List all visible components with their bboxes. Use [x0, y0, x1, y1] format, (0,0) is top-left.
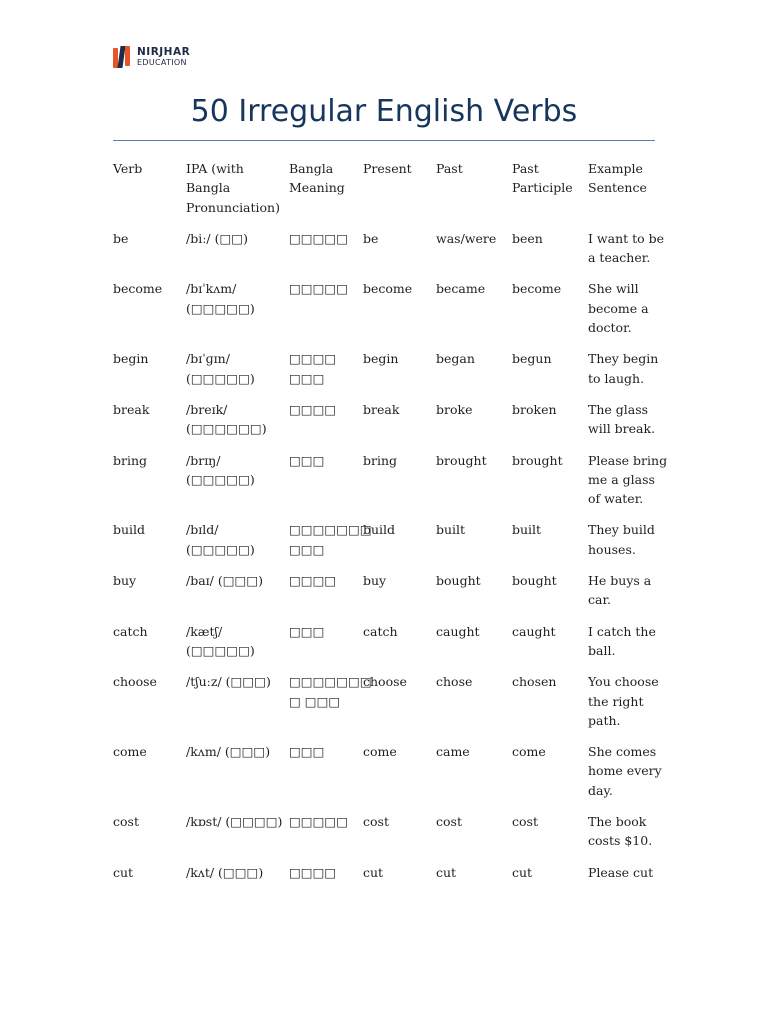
cell-past-participle: bought [512, 573, 557, 589]
cell-bangla-meaning: □□□□□ [289, 814, 349, 830]
cell-present: cost [363, 814, 389, 830]
header-verb: Verb [113, 161, 143, 176]
table-row [113, 812, 668, 863]
cell-past-participle: broken [512, 401, 557, 417]
logo-subtitle: EDUCATION [137, 57, 187, 67]
cell-bangla-meaning: □□□ [289, 623, 325, 639]
cell-verb: bring [113, 452, 148, 468]
cell-bangla-meaning: □□□ [289, 744, 325, 760]
cell-ipa: /kʌt/ (□□□) [186, 864, 264, 880]
cell-ipa: /kʌm/ (□□□) [186, 744, 271, 760]
title-divider [113, 140, 655, 141]
table-row [113, 279, 668, 349]
cell-ipa: /bɪld/ (□□□□□) [186, 522, 255, 557]
cell-present: buy [363, 573, 387, 589]
cell-example-sentence: They build houses. [588, 522, 655, 557]
cell-ipa: /tʃuːz/ (□□□) [186, 674, 271, 690]
cell-past: cost [436, 814, 462, 830]
cell-past: caught [436, 623, 480, 639]
cell-example-sentence: The glass will break. [588, 401, 656, 437]
cell-ipa: /kɒst/ (□□□□) [186, 814, 283, 830]
cell-present: begin [363, 351, 399, 367]
header-ipa: IPA (with Bangla Pronunciation) [186, 161, 280, 215]
table-row [113, 400, 668, 451]
cell-past-participle: cost [512, 814, 538, 830]
cell-past: bought [436, 573, 481, 589]
header-bangla-meaning: Bangla Meaning [289, 161, 345, 196]
cell-verb: come [113, 744, 147, 760]
cell-present: catch [363, 623, 398, 639]
logo-mark-icon [113, 46, 133, 68]
table-row [113, 863, 668, 894]
cell-example-sentence: He buys a car. [588, 573, 652, 608]
cell-verb: cost [113, 814, 139, 830]
header-example-sentence: Example Sentence [588, 161, 647, 196]
cell-ipa: /bɪˈkʌm/ (□□□□□) [186, 281, 255, 316]
cell-present: break [363, 401, 400, 417]
cell-past: chose [436, 674, 473, 690]
cell-verb: choose [113, 674, 157, 690]
cell-ipa: /breɪk/ (□□□□□□) [186, 401, 267, 437]
cell-bangla-meaning: □□□□□ [289, 230, 349, 246]
cell-past: cut [436, 864, 457, 880]
cell-example-sentence: She will become a doctor. [588, 281, 649, 336]
cell-bangla-meaning: □□□□□□□ □ □□□ [289, 674, 372, 709]
cell-present: become [363, 281, 413, 297]
cell-example-sentence: Please bring me a glass of water. [588, 452, 668, 507]
cell-past: began [436, 351, 475, 367]
table-row [113, 349, 668, 400]
cell-bangla-meaning: □□□□□ [289, 281, 349, 297]
cell-bangla-meaning: □□□□ □□□ [289, 351, 337, 386]
logo-name: NIRJHAR [137, 46, 191, 59]
cell-verb: be [113, 230, 129, 246]
cell-past-participle: built [512, 522, 542, 538]
cell-verb: catch [113, 623, 148, 639]
cell-present: choose [363, 674, 407, 690]
header-past: Past [436, 161, 463, 176]
cell-present: come [363, 744, 397, 760]
table-row [113, 672, 668, 742]
brand-logo [113, 45, 190, 69]
cell-past-participle: come [512, 744, 546, 760]
cell-past: came [436, 744, 470, 760]
page-title: 50 Irregular English Verbs [190, 94, 578, 129]
cell-past: broke [436, 401, 473, 417]
cell-past-participle: cut [512, 864, 533, 880]
cell-past-participle: been [512, 230, 543, 246]
cell-past-participle: begun [512, 351, 552, 367]
cell-verb: break [113, 401, 150, 417]
cell-example-sentence: They begin to laugh. [588, 351, 659, 386]
cell-bangla-meaning: □□□□□□□ □□□ [289, 522, 372, 557]
cell-example-sentence: Please cut [588, 864, 654, 880]
table-row [113, 520, 668, 571]
cell-example-sentence: I want to be a teacher. [588, 230, 665, 266]
table-header-row [113, 159, 668, 229]
cell-present: cut [363, 864, 384, 880]
cell-example-sentence: You choose the right path. [588, 674, 659, 728]
cell-present: bring [363, 452, 398, 468]
header-present: Present [363, 161, 412, 176]
header-past-participle: Past Participle [512, 161, 573, 196]
cell-bangla-meaning: □□□□ [289, 573, 337, 589]
table-row [113, 451, 668, 521]
cell-bangla-meaning: □□□□ [289, 401, 337, 417]
cell-present: be [363, 230, 379, 246]
table-row [113, 571, 668, 622]
cell-ipa: /bɪˈɡɪn/ (□□□□□) [186, 351, 255, 386]
cell-verb: become [113, 281, 163, 297]
cell-ipa: /brɪŋ/ (□□□□□) [186, 452, 255, 487]
verbs-table [113, 159, 668, 894]
cell-verb: build [113, 522, 146, 538]
cell-bangla-meaning: □□□□ [289, 864, 337, 880]
cell-example-sentence: I catch the ball. [588, 623, 656, 658]
cell-past-participle: become [512, 281, 562, 297]
cell-past: became [436, 281, 486, 297]
table-row [113, 229, 668, 280]
cell-example-sentence: The book costs $10. [588, 814, 653, 849]
cell-past-participle: chosen [512, 674, 557, 690]
cell-past-participle: caught [512, 623, 556, 639]
table-row [113, 742, 668, 812]
table-row [113, 622, 668, 673]
cell-verb: cut [113, 864, 134, 880]
cell-bangla-meaning: □□□ [289, 452, 325, 468]
cell-past: built [436, 522, 466, 538]
cell-ipa: /kætʃ/ (□□□□□) [186, 623, 255, 658]
cell-verb: buy [113, 573, 137, 589]
cell-past-participle: brought [512, 452, 563, 468]
cell-example-sentence: She comes home every day. [588, 744, 662, 798]
cell-ipa: /biː/ (□□) [186, 230, 248, 246]
cell-past: was/were [436, 230, 497, 246]
cell-present: build [363, 522, 396, 538]
cell-verb: begin [113, 351, 149, 367]
cell-ipa: /baɪ/ (□□□) [186, 573, 264, 589]
cell-past: brought [436, 452, 487, 468]
